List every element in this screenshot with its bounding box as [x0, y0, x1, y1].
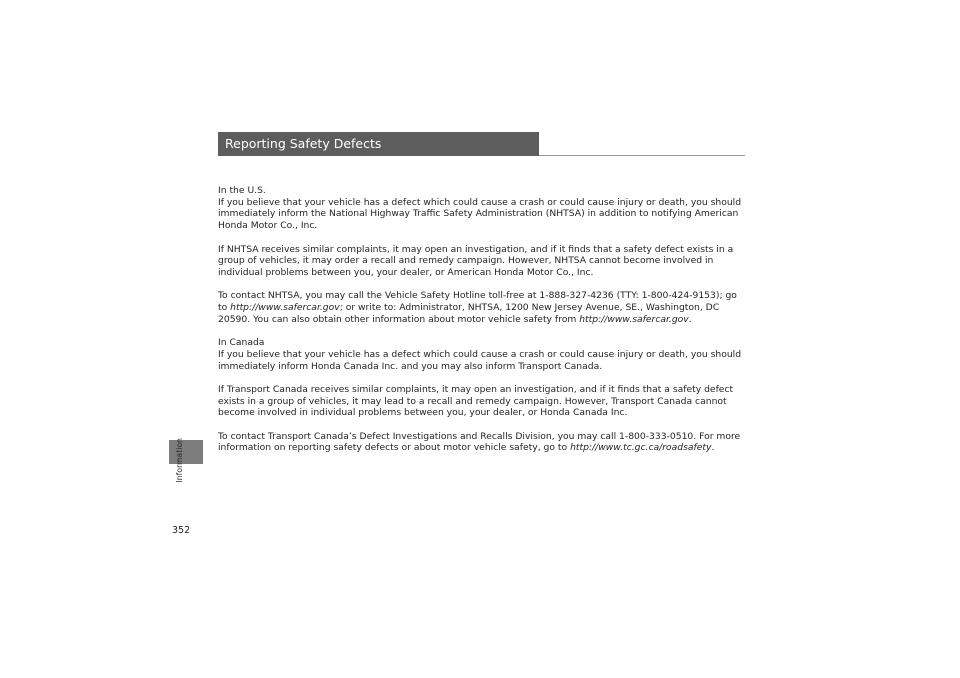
- us-paragraph-3-text-a: To contact NHTSA, you may call the Vehicle Safety Hotline toll-free at 1-888-327-4236 (TTY: 1-800-424-9153); go to: [218, 290, 737, 313]
- canada-paragraph-3: [218, 431, 748, 454]
- canada-paragraph-3-text: To contact Transport Canada’s Defect Investigations and Recalls Division, you may call 1-800-333-0510. For more information on reporting safety defects or about motor vehicle safety, go to: [218, 430, 741, 454]
- us-paragraph-3: [218, 290, 748, 325]
- header-divider: [539, 155, 745, 156]
- canada-paragraph-2: If Transport Canada receives similar complaints, it may open an investigation, and if it finds that a safety defect exists in a group of vehicles, it may lead to a recall and remedy campaign. However, Transport Canada cannot become involved in individual problems between you, your dealer, or Honda Canada Inc.: [218, 383, 734, 419]
- us-paragraph-2: If NHTSA receives similar complaints, it may open an investigation, and if it finds that a safety defect exists in a group of vehicles, it may order a recall and remedy campaign. However, NHTSA cannot become involved in individual problems between you, your dealer, or American Honda Motor Co., Inc.: [218, 243, 734, 278]
- us-paragraph-3-end: .: [688, 313, 692, 325]
- section-title: Reporting Safety Defects: [218, 132, 539, 156]
- safercar-link-1[interactable]: http://www.safercar.gov: [230, 302, 340, 313]
- us-paragraph-3-text-b: ; or write to: Administrator, NHTSA, 1200 New Jersey Avenue, SE., Washington, DC 20590. You can also obtain other information about motor vehicle safety from: [218, 302, 720, 325]
- canada-heading: In Canada: [218, 337, 265, 349]
- section-side-label: Information: [175, 438, 184, 483]
- us-paragraph-1: If you believe that your vehicle has a defect which could cause a crash or could cause injury or death, you should immediately inform the National Highway Traffic Safety Administration (NHTSA) in addition to notifying American Honda Motor Co., Inc.: [218, 196, 742, 232]
- document-body: [218, 185, 748, 466]
- transport-canada-link[interactable]: http://www.tc.gc.ca/roadsafety: [570, 442, 712, 454]
- page-number: 352: [172, 525, 191, 536]
- canada-paragraph-3-end: .: [711, 442, 715, 454]
- us-heading: In the U.S.: [218, 185, 266, 196]
- canada-paragraph-1: If you believe that your vehicle has a defect which could cause a crash or could cause injury or death, you should immediately inform Honda Canada Inc. and you may also inform Transport Canada.: [218, 348, 742, 372]
- safercar-link-2[interactable]: http://www.safercar.gov: [579, 313, 689, 325]
